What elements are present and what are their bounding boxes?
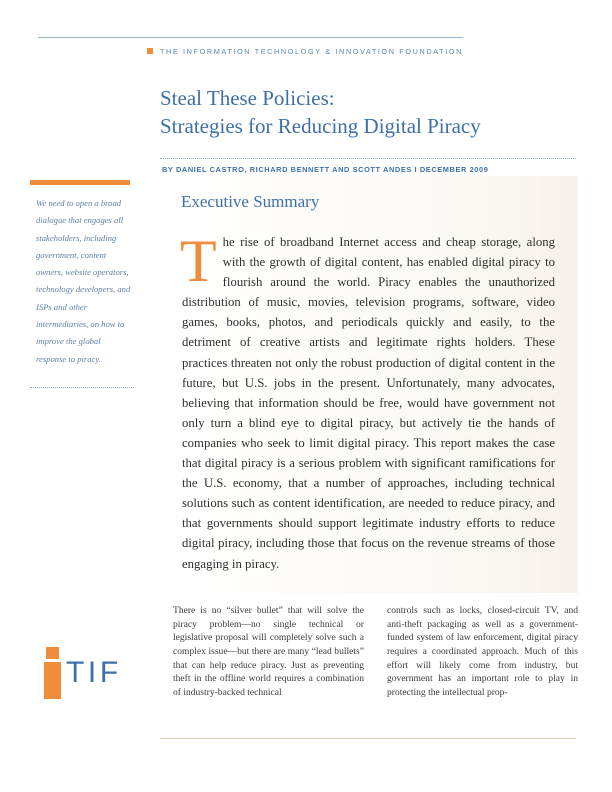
body-column-left: There is no “silver bullet” that will solve the piracy problem—no single technical or legislative proposal will completely solve such a complex issue—but there are many “lead bullets” that can help reduce piracy. Just as preventing theft in the offline world requires a combination of industry-backed technical — [173, 605, 364, 698]
orange-square-marker — [147, 48, 153, 54]
executive-summary-text: he rise of broadband Internet access and cheap storage, along with the growth of digital content, has enabled digital piracy to flourish around the world. Piracy enables the unauthorized distribution of music, movies, television programs, software, video games, books, photos, and periodicals quickly and easily, to the detriment of creative artists and legitimate rights holders. These practices threaten not only the robust production of digital content in the future, but U.S. jobs in the present. Unfortunately, many advocates, believing that information should be free, would have government not only turn a blind eye to digital piracy, but actively tie the hands of companies who seek to limit digital piracy. This report makes the case that digital piracy is a serious problem with significant ramifications for the U.S. economy, that a number of approaches, including technical solutions such as content identification, are needed to reduce piracy, and that governments should support legitimate industry efforts to reduce digital piracy, including those that focus on the revenue streams of those engaging in piracy. — [182, 235, 555, 571]
logo-i-stem — [44, 662, 61, 699]
document-title — [160, 84, 580, 140]
sidebar-accent-bar — [30, 180, 130, 185]
sidebar-bottom-rule — [30, 387, 134, 388]
logo-i-dot — [46, 647, 59, 659]
sidebar-pull-quote: We need to open a broad dialogue that engages all stakeholders, including government, content owners, website operators, technology developers, and ISPs and other intermediaries, on how to improve the global response to piracy. — [36, 198, 131, 364]
executive-summary-heading: Executive Summary — [181, 192, 320, 211]
organization-name: THE INFORMATION TECHNOLOGY & INNOVATION FOUNDATION — [160, 47, 463, 56]
byline: BY DANIEL CASTRO, RICHARD BENNETT AND SCOTT ANDES I DECEMBER 2009 — [162, 165, 489, 174]
top-rule — [38, 37, 463, 38]
byline-top-rule — [160, 158, 576, 159]
drop-cap: T — [180, 228, 217, 294]
bottom-rule — [160, 738, 576, 739]
body-column-right: controls such as locks, closed-circuit TV, and anti-theft packaging as well as a government-funded system of law enforcement, digital piracy requires a coordinated approach. Much of this effort will likely come from industry, but government has an important role to play in protecting the intellectual prop- — [387, 605, 578, 698]
itif-logo — [44, 647, 144, 697]
title-line-2: Strategies for Reducing Digital Piracy — [160, 114, 481, 138]
logo-wordmark: TIF — [66, 656, 122, 689]
executive-summary-body — [180, 228, 555, 574]
title-line-1: Steal These Policies: — [160, 86, 335, 110]
